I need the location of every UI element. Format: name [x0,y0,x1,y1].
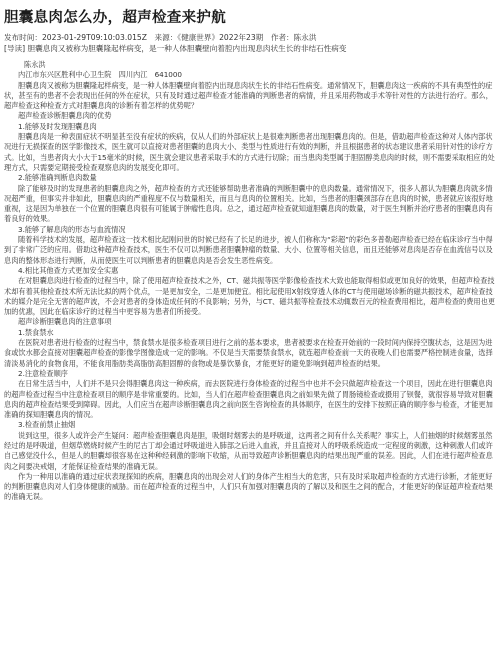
body-paragraph: 在医院对患者进行检查的过程当中，禁食禁水是很多检查项目进行之前的基本要求，患者被要求在检查开始前的一段时间内保持空腹状态，这是因为进食或饮水都会直接对胆囊超声检查的影像学图像造成一定的影响。不仅是当天需要禁食禁水，就连超声检查前一天的夜晚人们也需要严格控制进食量，选择清淡易消化的食物食用，不能食用脂肪类高脂肪高胆固醇的食物或是暴饮暴食，才能更好的避免影响到超声检查的结果。 [4,338,493,368]
guide-summary: [导读] 胆囊息肉又被称为胆囊隆起样病变，是一种人体胆囊壁向着腔内出现息肉状生长的非结石性病变 [4,44,347,53]
body-paragraph: 作为一种用以准确的通过症状表现探知的疾病，胆囊息肉的出现会对人们的身体产生相当大的危害，只有及时采取超声检查的方式进行诊断，才能更好的判断胆囊息肉对人们身体健康的威胁。而在超声检查的过程当中，人们只有加强对胆囊息肉的了解以及和医生之间的配合，才能更好的保证超声检查结果的准确无误。 [4,471,493,502]
section-heading: 3.检查前禁止抽烟 [18,420,76,430]
section-heading: 4.相比其他查方式更加安全实惠 [18,265,119,275]
body-paragraph: 随着科学技术的发展，超声检查这一技术相比起刚问世的时候已经有了长足的进步，被人们称称为“彩超”的彩色多普勒超声检查已经在临床诊疗当中得到了非常广泛的应用。借助这种超声检查技术，医生不仅可以判断患者胆囊肿瘤的数量、大小、位置等相关信息，而且还能够对息肉是否存在血流信号以及息肉的整体形态进行判断，从而使医生可以判断患者的胆囊息肉是否会发生恶性病变。 [4,235,493,265]
body-paragraph: 在对胆囊息肉进行检查的过程当中，除了使用超声检查技术之外，CT、磁共振等医学影像检查技术大致也能取得相似或更加良好的效果，但超声检查技术却有着其他检查技术所无法比拟的两个优点，一是更加安全，二是更加便宜。相比起使用X射线穿透人体的CT与使用磁场诊断的磁共振技术，超声检查技术的媒介是完全无害的超声波，不会对患者的身体造成任何的不良影响；另外，与CT、磁共振等检查技术动辄数百元的检查费用相比，超声检查的费用也更加的优惠，因此在临床诊疗的过程当中更容易为患者们所接受。 [4,276,495,317]
body-paragraph: 说到这里，很多人或许会产生疑问：超声检查胆囊息肉是胆，吸烟时烟雾去的是呼吸道，这两者之间有什么关系呢？事实上，人们抽烟的时候烟雾虽然经过的是呼吸道，但烟草燃烧时候产生的尼古丁却会通过呼吸道进入肺部之后进入血液，并且直接对人的呼吸系统造成一定程度的刺激，这种刺激人们或许自己感觉没什么，但是人的胆囊却很容易在这种种经刺激的影响下收缩，从而导致超声诊断胆囊息肉的结果出现严重的误差。因此，人们在进行超声检查息肉之间要决戒烟，才能保证检查结果的准确无误。 [4,430,493,471]
paragraph-list [4,81,498,503]
body-paragraph: 胆囊息肉又被称为胆囊隆起样病变，是一种人体胆囊壁向着腔内出现息肉状生长的非结石性病变。通常情况下，胆囊息肉这一疾病的不具有典型性的症状，甚至有的患者不会表现出任何的外在症状，只有及时通过超声检查才能准确的判断患者的病情，并且采用药物或手术等针对性的方法进行治疗。那么，超声检查这种检查方式对胆囊息肉的诊断有着怎样的优势呢？ [4,80,493,111]
author-affiliation: 内江市东兴区胜利中心卫生院 四川内江 641000 [18,70,183,80]
article-meta [4,32,498,54]
body-paragraph: 在日常生活当中，人们并不是只会得胆囊息肉这一种疾病，而去医院进行身体检查的过程当中也并不会只做超声检查这一个项目，因此在进行胆囊息肉的超声检查过程当中注意检查项目的顺序是非常重要的。比如，当人们在超声检查胆囊息肉之前如果先做了胃肠镜检查或摄用了钡餐，就很容易导致对胆囊息肉的超声检查结果受到障碍。因此，人们应当在超声诊断胆囊息肉之前向医生咨询检查的具体顺序，在医生的安排下按照正确的顺序参与检查，才能更加准确的探知胆囊息肉的情况。 [4,379,493,420]
section-heading: 1.禁食禁水 [18,327,54,337]
section-heading: 3.能够了解息肉的形态与血流情况 [18,224,126,234]
section-heading: 超声检查诊断胆囊息肉的优势 [18,111,112,121]
article-body [4,60,498,503]
author-name: 陈永洪 [24,60,46,69]
body-paragraph: 除了能够及时的发现患者的胆囊息肉之外，超声检查的方式还能够帮助患者准确的判断胆囊中的息肉数量。通常情况下，很多人都认为胆囊息肉就多情况超严重，但事实并非如此，胆囊息肉的严重程度不仅与数量相关，而且与息肉的位置相关。比如，当患者的胆囊颈部存在息肉的时候，患者就应该很好地重视，这是因为单独在一个位置的胆囊息肉很有可能属于肿瘤性息肉。总之，通过超声检查就知道胆囊息肉的数量，对于医生判断并治疗患者的胆囊息肉有着良好的效果。 [4,183,493,224]
body-paragraph: 胆囊息肉是一种表面症状不明显甚至没有症状的疾病，仅从人们的外部症状上是很难判断患者出现胆囊息肉的。但是，借助超声检查这种对人体内部状况进行无损探查的医学影像技术，医生就可以直接对患者胆囊的息肉大小、类型与性质进行有效的判断，并且根据患者的状态建议患者采用针对性的诊疗方式。比如，当患者肉大小大于15毫米的时候，医生就会建议患者采取手术的方式进行切除；而当患肉类型属于胆固醇类息肉的时候，则不需要采取相应的处理方式，只需要定期接受检查观察息肉的发展变化即可。 [4,132,495,172]
section-heading: 2.能够准确判断息肉数量 [18,173,97,183]
publish-info: 发布时间：2023-01-29T09:10:03.015Z 来源：《健康世界》2022年23期 作者：陈永洪 [4,33,317,42]
section-heading: 2.注意检查顺序 [18,368,68,378]
section-heading: 超声诊断胆囊息肉的注意事项 [18,317,112,327]
section-heading: 1.能够及时发现胆囊息肉 [18,121,97,131]
article-title: 胆囊息肉怎么办，超声检查来护航 [4,10,226,26]
